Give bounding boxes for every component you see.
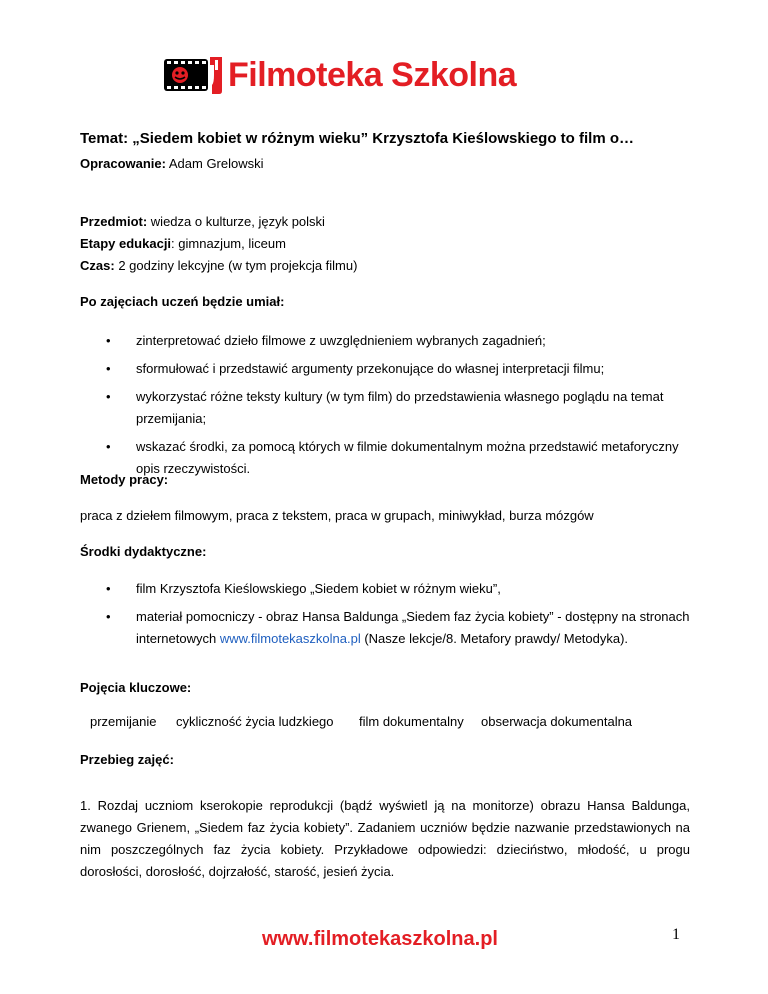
time-value: 2 godziny lekcyjne (w tym projekcja filmu) — [118, 258, 358, 273]
methods-heading: Metody pracy: — [80, 472, 169, 487]
subject-line — [80, 214, 325, 230]
film-reel-logo-icon — [162, 55, 226, 95]
subject-label: Przedmiot: — [80, 214, 148, 229]
course-heading: Przebieg zajęć: — [80, 752, 174, 767]
means-2-suffix: (Nasze lekcje/8. Metafory prawdy/ Metodyka). — [360, 631, 629, 646]
concept-item: przemijanie — [90, 714, 157, 729]
subject-value: wiedza o kulturze, język polski — [150, 214, 325, 229]
list-item: • wskazać środki, za pomocą których w filmie dokumentalnym można przedstawić metaforyczny opis rzeczywistości. — [80, 436, 690, 480]
website-link[interactable]: www.filmotekaszkolna.pl — [219, 631, 361, 646]
means-list — [80, 578, 690, 650]
list-item: • sformułować i przedstawić argumenty przekonujące do własnej interpretacji filmu; — [80, 358, 690, 380]
footer-url[interactable]: www.filmotekaszkolna.pl — [262, 928, 498, 950]
author-line — [80, 156, 264, 172]
stages-line — [80, 236, 286, 252]
concepts-row — [90, 714, 632, 729]
concept-item: cykliczność życia ludzkiego — [176, 714, 334, 729]
logo-text: Filmoteka Szkolna — [228, 56, 517, 94]
time-line — [80, 258, 357, 274]
author-value: Adam Grelowski — [168, 156, 264, 171]
author-label: Opracowanie: — [80, 156, 166, 171]
means-2-text: materiał pomocniczy - obraz Hansa Baldunga „Siedem faz życia kobiety” - dostępny na stronach internetowych — [136, 609, 690, 646]
list-item — [80, 606, 690, 650]
concept-item: obserwacja dokumentalna — [481, 714, 633, 729]
list-item: • wykorzystać różne teksty kultury (w tym film) do przedstawienia własnego poglądu na temat przemijania; — [80, 386, 690, 430]
page-number: 1 — [672, 926, 680, 943]
time-label: Czas: — [80, 258, 115, 273]
outcomes-heading: Po zajęciach uczeń będzie umiał: — [80, 294, 285, 309]
outcomes-list — [80, 330, 690, 480]
course-paragraph: 1. Rozdaj uczniom kserokopie reprodukcji (bądź wyświetl ją na monitorze) obrazu Hansa Baldunga, zwanego Grienem, „Siedem faz życia kobiety”. Zadaniem uczniów będzie nazwanie przedstawionych na nim poszczególnych faz życia kobiety. Przykładowe odpowiedzi: dzieciństwo, młodość, u progu dorosłości, dorosłość, dojrzałość, starość, jesień życia. — [80, 798, 690, 879]
concept-item: film dokumentalny — [359, 714, 464, 729]
methods-text: praca z dziełem filmowym, praca z tekstem, praca w grupach, miniwykład, burza mózgów — [80, 508, 594, 523]
concepts-heading: Pojęcia kluczowe: — [80, 680, 192, 695]
stages-label: Etapy edukacji — [80, 236, 172, 251]
list-item: • zinterpretować dzieło filmowe z uwzględnieniem wybranych zagadnień; — [80, 330, 690, 352]
page-title: Temat: „Siedem kobiet w różnym wieku” Krzysztofa Kieślowskiego to film o… — [80, 130, 634, 147]
stages-value: : gimnazjum, liceum — [171, 236, 286, 251]
list-item: • film Krzysztofa Kieślowskiego „Siedem kobiet w różnym wieku”, — [80, 578, 690, 600]
means-heading: Środki dydaktyczne: — [80, 544, 207, 559]
logo — [162, 55, 516, 95]
